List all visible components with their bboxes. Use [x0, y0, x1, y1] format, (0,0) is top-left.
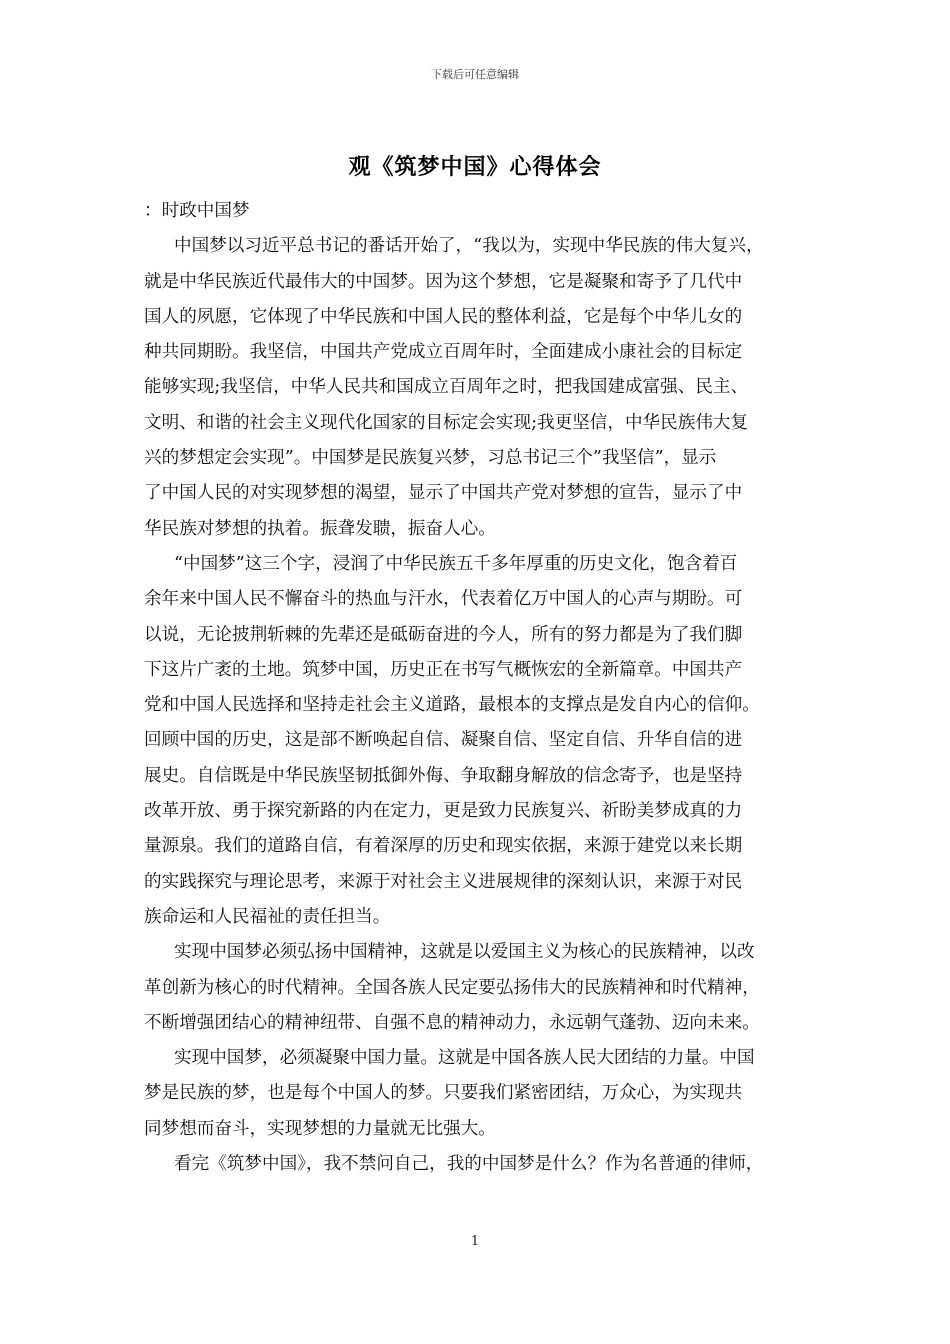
paragraph-line: 兴的梦想定会实现”。中国梦是民族复兴梦，习总书记三个”我坚信”，显示	[144, 448, 717, 469]
paragraph-line: 以说，无论披荆斩棘的先辈还是砥砺奋进的今人，所有的努力都是为了我们脚	[144, 624, 743, 645]
paragraph-line: “中国梦”这三个字，浸润了中华民族五千多年厚重的历史文化，饱含着百	[174, 553, 738, 574]
paragraph-line: 党和中国人民选择和坚持走社会主义道路，最根本的支撑点是发自内心的信仰。	[144, 695, 760, 716]
paragraph-line: 中国梦以习近平总书记的番话开始了，“我以为，实现中华民族的伟大复兴，	[174, 236, 764, 257]
body-paragraph	[144, 229, 824, 547]
document-body	[144, 194, 824, 1182]
paragraph-line: 量源泉。我们的道路自信，有着深厚的历史和现实依据，来源于建党以来长期	[144, 836, 743, 857]
paragraph-line: 华民族对梦想的执着。振聋发聩，振奋人心。	[144, 518, 496, 539]
paragraph-line: 实现中国梦，必须凝聚中国力量。这就是中国各族人民大团结的力量。中国	[174, 1048, 755, 1069]
paragraph-line: 国人的夙愿，它体现了中华民族和中国人民的整体利益，它是每个中华儿女的	[144, 306, 743, 327]
paragraph-line: 能够实现;我坚信，中华人民共和国成立百周年之时，把我国建成富强、民主、	[144, 377, 749, 398]
paragraph-line: 下这片广袤的土地。筑梦中国，历史正在书写气概恢宏的全新篇章。中国共产	[144, 659, 743, 680]
paragraph-line: 回顾中国的历史，这是部不断唤起自信、凝聚自信、坚定自信、升华自信的进	[144, 730, 743, 751]
topic-tag: ：时政中国梦	[144, 201, 250, 221]
paragraph-line: 不断增强团结心的精神纽带、自强不息的精神动力，永远朝气蓬勃、迈向未来。	[144, 1012, 760, 1033]
paragraph-line: 实现中国梦必须弘扬中国精神，这就是以爱国主义为核心的民族精神，以改	[174, 942, 755, 963]
paragraph-line: 文明、和谐的社会主义现代化国家的目标定会实现;我更坚信，中华民族伟大复	[144, 412, 749, 433]
paragraph-line: 就是中华民族近代最伟大的中国梦。因为这个梦想，它是凝聚和寄予了几代中	[144, 271, 743, 292]
paragraph-line: 余年来中国人民不懈奋斗的热血与汗水，代表着亿万中国人的心声与期盼。可	[144, 589, 743, 610]
paragraph-line: 了中国人民的对实现梦想的渴望，显示了中国共产党对梦想的宣告，显示了中	[144, 483, 743, 504]
page-header-note: 下载后可任意编辑	[431, 68, 519, 81]
paragraph-line: 革创新为核心的时代精神。全国各族人民定要弘扬伟大的民族精神和时代精神，	[144, 977, 760, 998]
paragraph-line: 族命运和人民福祉的责任担当。	[144, 906, 391, 927]
paragraph-line: 展史。自信既是中华民族坚韧抵御外侮、争取翻身解放的信念寄予，也是坚持	[144, 765, 743, 786]
paragraph-line: 的实践探究与理论思考，来源于对社会主义进展规律的深刻认识，来源于对民	[144, 871, 743, 892]
body-paragraph	[144, 1147, 824, 1182]
paragraph-line: 改革开放、勇于探究新路的内在定力，更是致力民族复兴、祈盼美梦成真的力	[144, 801, 743, 822]
paragraph-line: 同梦想而奋斗，实现梦想的力量就无比强大。	[144, 1118, 496, 1139]
body-paragraph	[144, 1041, 824, 1147]
body-paragraph	[144, 935, 824, 1041]
document-title: 观《筑梦中国》心得体会	[348, 154, 602, 180]
paragraph-line: 种共同期盼。我坚信，中国共产党成立百周年时，全面建成小康社会的目标定	[144, 342, 743, 363]
paragraph-line: 梦是民族的梦，也是每个中国人的梦。只要我们紧密团结，万众心，为实现共	[144, 1083, 743, 1104]
page-number: 1	[470, 1234, 480, 1249]
paragraph-line: 看完《筑梦中国》，我不禁问自己，我的中国梦是什么？作为名普通的律师，	[174, 1154, 764, 1175]
body-paragraph	[144, 547, 824, 935]
paragraph-list	[144, 229, 824, 1182]
